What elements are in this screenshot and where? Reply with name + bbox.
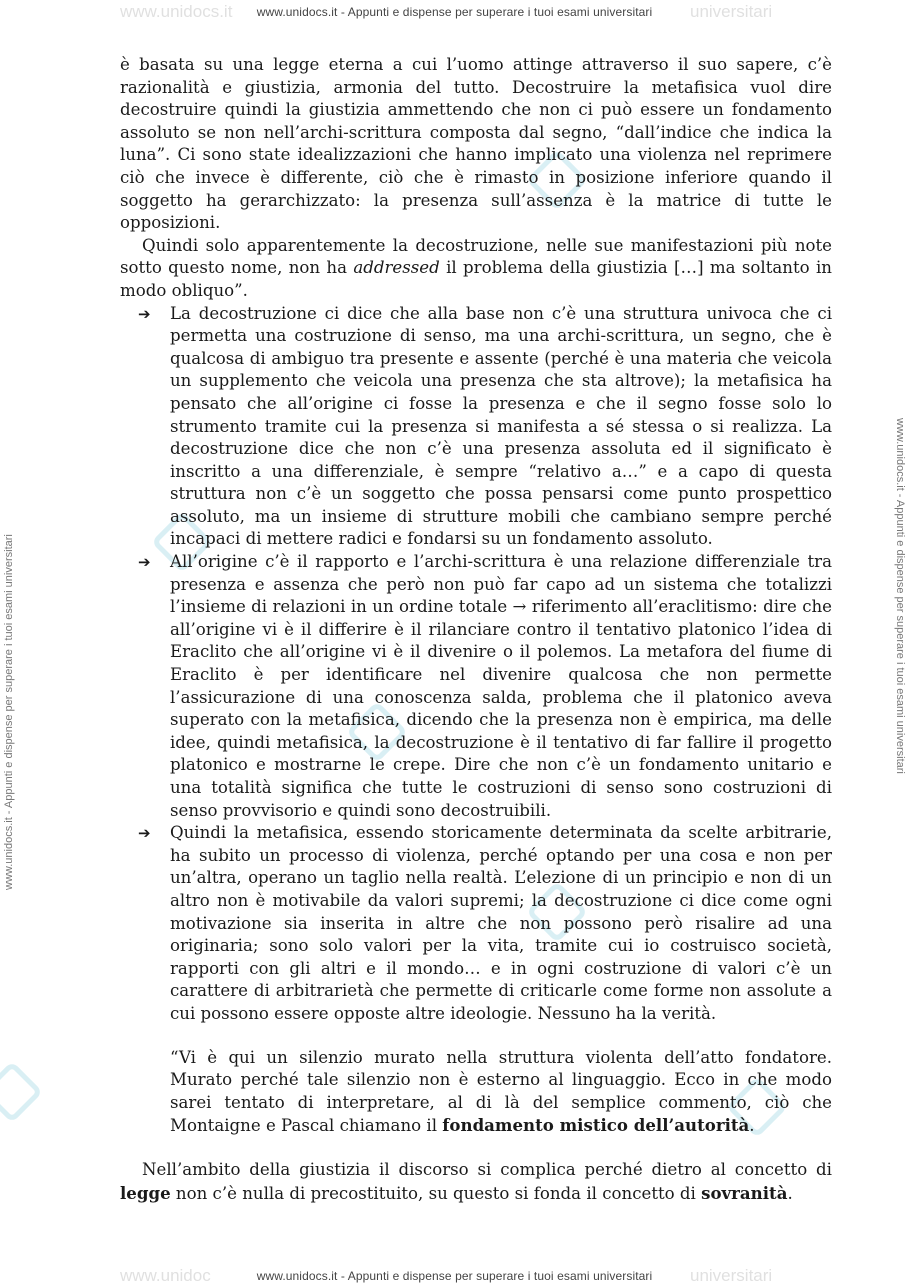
arrow-bullet-icon: ➔	[138, 304, 151, 323]
page-header-watermark: www.unidocs.it - Appunti e dispense per superare i tuoi esami universitari	[256, 5, 653, 19]
arrow-bullet-icon: ➔	[138, 553, 151, 572]
bottom-watermark-strip: www.unidoc	[120, 1266, 211, 1285]
watermark-logo-icon	[0, 1061, 43, 1123]
bottom-watermark-strip-right: universitari	[690, 1266, 773, 1285]
bold-legge: legge	[120, 1182, 171, 1203]
left-side-watermark: www.unidocs.it - Appunti e dispense per superare i tuoi esami universitari	[3, 534, 15, 890]
paragraph-decostruzione: Quindi solo apparentemente la decostruzione, nelle sue manifestazioni più note sotto questo nome, non ha addressed il problema della giustizia […] ma soltanto in modo obliquo”.	[120, 235, 832, 300]
bold-sovranita: sovranità	[701, 1182, 788, 1203]
paragraph-intro: è basata su una legge eterna a cui l’uomo attinge attraverso il suo sapere, c’è razionalità e giustizia, armonia del tutto. Decostruire la metafisica vuol dire decostruire quindi la giustizia ammettendo che non ci può essere un fondamento assoluto se non nell’archi-scrittura composta dal segno, “dall’indice che indica la luna”. Ci sono state idealizzazioni che hanno implicato una violenza nel reprimere ciò che invece è differente, ciò che è rimasto in posizione inferiore quando il soggetto ha gerarchizzato: la presenza sull’assenza è la matrice di tutte le opposizioni.	[120, 55, 832, 233]
arrow-bullet-icon: ➔	[138, 824, 151, 843]
document-body	[120, 54, 832, 1205]
right-side-watermark: www.unidocs.it - Appunti e dispense per superare i tuoi esami universitari	[894, 418, 906, 774]
top-watermark-strip: www.unidocs.it	[120, 2, 233, 21]
emphasis-addressed: addressed	[353, 258, 440, 278]
paragraph-final: Nell’ambito della giustizia il discorso si complica perché dietro al concetto di legge non c’è nulla di precostituito, su questo si fonda il concetto di sovranità.	[120, 1159, 832, 1203]
list-item: ➔ Quindi la metafisica, essendo storicamente determinata da scelte arbitrarie, ha subito un processo di violenza, perché optando per una cosa e non per un’altra, operano un taglio nella realtà. L’elezione di un principio e non di un altro non è motivabile da valori supremi; la decostruzione ci dice come ogni motivazione sia inserita in altre che non possono però risalire ad una originaria; sono solo valori per la vita, tramite cui io costruisco società, rapporti con gli altri e il mondo… e in ogni costruzione di valori c’è un carattere di arbitrarietà che permette di criticarle come forme non assolute a cui possono essere opposte altre ideologie. Nessuno ha la verità.	[138, 823, 832, 1023]
quote-bold-phrase: fondamento mistico dell’autorità	[442, 1115, 750, 1136]
arrow-bullet-list	[120, 303, 832, 1026]
list-item: ➔ All’origine c’è il rapporto e l’archi-scrittura è una relazione differenziale tra presenza e assenza che però non può far capo ad un sistema che totalizzi l’insieme di relazioni in un ordine totale → riferimento all’eraclitismo: dire che all’origine vi è il differire è il rilanciare contro il tentativo platonico l’idea di Eraclito che all’origine vi è il divenire o il polemos. La metafora del fiume di Eraclito è per identificare nel divenire qualcosa che non permette l’assicurazione di una conoscenza salda, problema che il platonico aveva superato con la metafisica, dicendo che la presenza non è empirica, ma delle idee, quindi metafisica, la decostruzione è il tentativo di far fallire il progetto platonico e mostrarne le crepe. Dire che non c’è un fondamento unitario e una totalità significa che tutte le costruzioni di senso sono costruzioni di senso provvisorio e quindi sono decostruibili.	[138, 552, 832, 820]
page-footer-watermark: www.unidocs.it - Appunti e dispense per superare i tuoi esami universitari	[256, 1269, 653, 1283]
list-item: ➔ La decostruzione ci dice che alla base non c’è una struttura univoca che ci permetta una costruzione di senso, ma una archi-scrittura, un segno, che è qualcosa di ambiguo tra presente e assente (perché è una materia che veicola un supplemento che veicola una presenza che sta altrove); la metafisica ha pensato che all’origine ci fosse la presenza e che il segno fosse solo lo strumento tramite cui la presenza si manifesta a sé stessa o si realizza. La decostruzione dice che non c’è una presenza assoluta ed il significato è inscritto a una differenziale, è sempre “relativo a…” e a capo di questa struttura non c’è un soggetto che possa pensarsi come punto prospettico assoluto, ma un insieme di strutture mobili che cambiano sempre perché incapaci di mettere radici e fondarsi su un fondamento assoluto.	[138, 303, 832, 549]
derrida-quote: “Vi è qui un silenzio murato nella struttura violenta dell’atto fondatore. Murato perché tale silenzio non è esterno al linguaggio. Ecco in che modo sarei tentato di interpretare, al di là del semplice commento, ciò che Montaigne e Pascal chiamano il fondamento mistico dell’autorità.	[170, 1047, 832, 1136]
top-watermark-strip-right: universitari	[690, 2, 773, 21]
